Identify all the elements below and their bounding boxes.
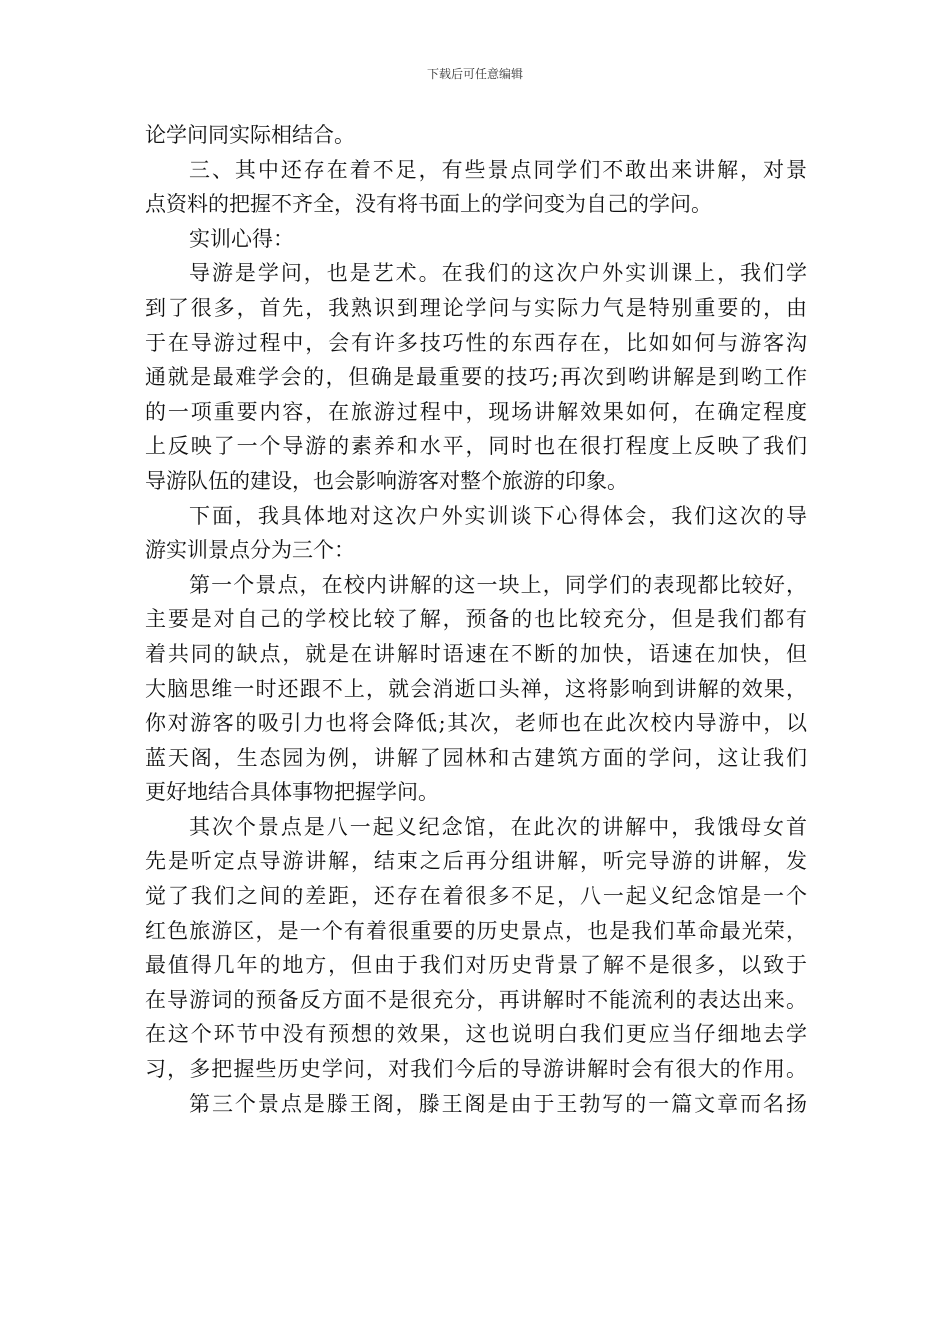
text-line: 实训心得： — [189, 226, 294, 251]
text-line: 于在导游过程中，会有许多技巧性的东西存在，比如如何与游客沟 — [145, 330, 807, 355]
text-line: 主要是对自己的学校比较了解，预备的也比较充分，但是我们都有 — [145, 607, 807, 632]
text-line: 导游是学问，也是艺术。在我们的这次户外实训课上，我们学 — [189, 261, 807, 286]
text-line: 大脑思维一时还跟不上，就会消逝口头禅，这将影响到讲解的效果， — [145, 676, 807, 701]
text-line: 红色旅游区，是一个有着很重要的历史景点，也是我们革命最光荣， — [145, 918, 807, 943]
text-line: 蓝天阁，生态园为例，讲解了园林和古建筑方面的学问，这让我们 — [145, 745, 807, 770]
text-line: 三、其中还存在着不足，有些景点同学们不敢出来讲解，对景 — [189, 157, 807, 182]
text-line: 的一项重要内容，在旅游过程中，现场讲解效果如何，在确定程度 — [145, 399, 807, 424]
text-line: 下面，我具体地对这次户外实训谈下心得体会，我们这次的导 — [189, 503, 807, 528]
text-line: 通就是最难学会的，但确是最重要的技巧;再次到哟讲解是到哟工作 — [145, 365, 807, 390]
text-line: 游实训景点分为三个： — [145, 538, 355, 563]
text-line: 其次个景点是八一起义纪念馆，在此次的讲解中，我饿母女首 — [189, 814, 807, 839]
text-line: 上反映了一个导游的素养和水平，同时也在很打程度上反映了我们 — [145, 434, 807, 459]
text-line: 到了很多，首先，我熟识到理论学问与实际力气是特别重要的，由 — [145, 295, 807, 320]
text-line: 点资料的把握不齐全，没有将书面上的学问变为自己的学问。 — [145, 192, 712, 217]
text-line: 在导游词的预备反方面不是很充分，再讲解时不能流利的表达出来。 — [145, 987, 807, 1012]
text-line: 第三个景点是滕王阁，滕王阁是由于王勃写的一篇文章而名扬 — [189, 1091, 807, 1116]
text-line: 第一个景点，在校内讲解的这一块上，同学们的表现都比较好， — [189, 572, 807, 597]
document-body — [145, 118, 807, 1121]
text-line: 觉了我们之间的差距，还存在着很多不足，八一起义纪念馆是一个 — [145, 884, 807, 909]
text-line: 论学问同实际相结合。 — [145, 123, 355, 147]
text-line: 更好地结合具体事物把握学问。 — [145, 780, 439, 805]
text-line: 在这个环节中没有预想的效果，这也说明白我们更应当仔细地去学 — [145, 1022, 807, 1047]
text-line: 习，多把握些历史学问，对我们今后的导游讲解时会有很大的作用。 — [145, 1057, 807, 1082]
text-line: 导游队伍的建设，也会影响游客对整个旅游的印象。 — [145, 468, 628, 493]
text-line: 最值得几年的地方，但由于我们对历史背景了解不是很多，以致于 — [145, 953, 807, 978]
text-line: 你对游客的吸引力也将会降低;其次，老师也在此次校内导游中，以 — [145, 711, 807, 736]
page-header: 下载后可任意编辑 — [426, 67, 523, 81]
text-line: 先是听定点导游讲解，结束之后再分组讲解，听完导游的讲解，发 — [145, 849, 807, 874]
text-line: 着共同的缺点，就是在讲解时语速在不断的加快，语速在加快，但 — [145, 641, 807, 666]
